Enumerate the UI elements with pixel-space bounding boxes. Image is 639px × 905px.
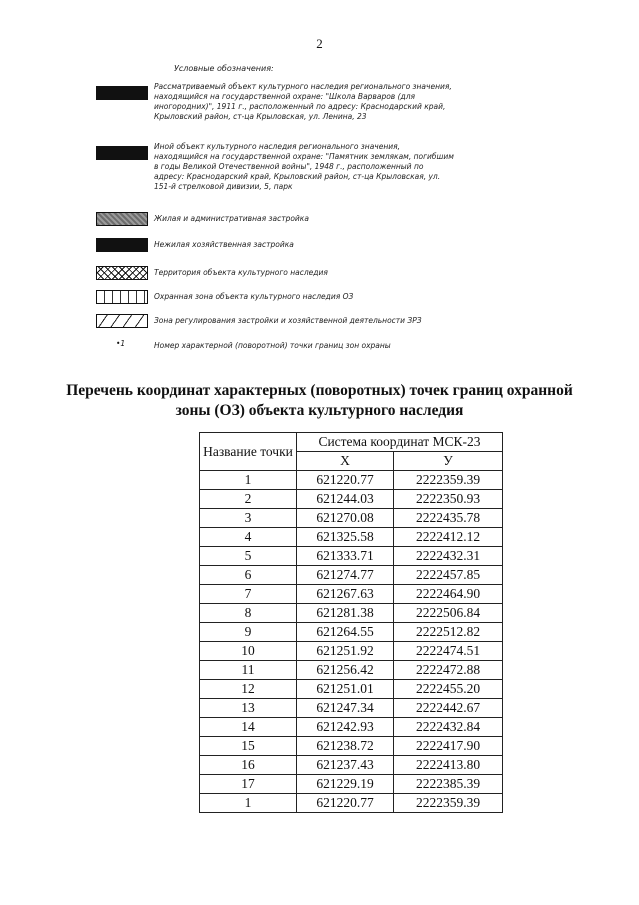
legend-swatch-diagonal-lines	[96, 314, 148, 328]
header-y: У	[394, 452, 503, 471]
table-row	[200, 509, 503, 528]
y-cell: 2222350.93	[394, 490, 503, 509]
legend-text: Нежилая хозяйственная застройка	[154, 240, 294, 249]
point-name-cell: 7	[200, 585, 297, 604]
y-cell: 2222417.90	[394, 737, 503, 756]
table-row	[200, 547, 503, 566]
x-cell: 621264.55	[297, 623, 394, 642]
table-row	[200, 471, 503, 490]
legend-swatch-black	[96, 146, 148, 160]
page-number: 2	[316, 36, 323, 51]
y-cell: 2222435.78	[394, 509, 503, 528]
point-name-cell: 4	[200, 528, 297, 547]
legend-text: Территория объекта культурного наследия	[154, 268, 328, 277]
coordinates-table	[199, 432, 503, 813]
point-name-cell: 2	[200, 490, 297, 509]
point-name-cell: 15	[200, 737, 297, 756]
table-row	[200, 699, 503, 718]
x-cell: 621270.08	[297, 509, 394, 528]
point-name-cell: 11	[200, 661, 297, 680]
y-cell: 2222506.84	[394, 604, 503, 623]
point-name-cell: 10	[200, 642, 297, 661]
header-x: X	[297, 452, 394, 471]
legend-text: Охранная зона объекта культурного наследия ОЗ	[154, 292, 354, 301]
x-cell: 621237.43	[297, 756, 394, 775]
heading-line: зоны (ОЗ) объекта культурного наследия	[175, 402, 464, 419]
header-coordinate-system: Система координат МСК-23	[297, 433, 503, 452]
legend-swatch-black	[96, 238, 148, 252]
point-name-cell: 12	[200, 680, 297, 699]
point-name-cell: 8	[200, 604, 297, 623]
table-row	[200, 775, 503, 794]
x-cell: 621267.63	[297, 585, 394, 604]
table-row	[200, 490, 503, 509]
x-cell: 621229.19	[297, 775, 394, 794]
y-cell: 2222385.39	[394, 775, 503, 794]
y-cell: 2222464.90	[394, 585, 503, 604]
point-marker: •1	[116, 339, 126, 348]
y-cell: 2222432.31	[394, 547, 503, 566]
legend-title: Условные обозначения:	[174, 64, 274, 73]
table-row	[200, 642, 503, 661]
x-cell: 621244.03	[297, 490, 394, 509]
x-cell: 621251.92	[297, 642, 394, 661]
y-cell: 2222442.67	[394, 699, 503, 718]
table-body	[200, 471, 503, 813]
coordinates-heading	[0, 381, 639, 421]
x-cell: 621251.01	[297, 680, 394, 699]
point-name-cell: 9	[200, 623, 297, 642]
x-cell: 621325.58	[297, 528, 394, 547]
table-row	[200, 585, 503, 604]
y-cell: 2222412.12	[394, 528, 503, 547]
x-cell: 621247.34	[297, 699, 394, 718]
y-cell: 2222457.85	[394, 566, 503, 585]
x-cell: 621274.77	[297, 566, 394, 585]
table-row	[200, 718, 503, 737]
legend-text: Рассматриваемый объект культурного наследия регионального значения, находящийся на государственной охране: "Школа Варваров (для иногородних)", 1911 г., расположенный по адресу: Краснодарский край, Крыловский район, ст-ца Крыловская, ул. Ленина, 23	[154, 82, 452, 121]
legend-swatch-cross-hatch	[96, 266, 148, 280]
table-row	[200, 680, 503, 699]
legend-swatch-gray	[96, 212, 148, 226]
legend-swatch-black	[96, 86, 148, 100]
y-cell: 2222474.51	[394, 642, 503, 661]
x-cell: 621333.71	[297, 547, 394, 566]
legend-swatch-vertical-lines	[96, 290, 148, 304]
point-name-cell: 6	[200, 566, 297, 585]
y-cell: 2222455.20	[394, 680, 503, 699]
table-row	[200, 528, 503, 547]
header-point-name: Название точки	[200, 433, 297, 471]
x-cell: 621256.42	[297, 661, 394, 680]
point-name-cell: 1	[200, 794, 297, 813]
table-row	[200, 566, 503, 585]
y-cell: 2222359.39	[394, 471, 503, 490]
x-cell: 621238.72	[297, 737, 394, 756]
x-cell: 621281.38	[297, 604, 394, 623]
table-row	[200, 737, 503, 756]
table-row	[200, 661, 503, 680]
point-name-cell: 3	[200, 509, 297, 528]
legend-text: Номер характерной (поворотной) точки границ зон охраны	[154, 341, 391, 350]
table-row	[200, 756, 503, 775]
y-cell: 2222472.88	[394, 661, 503, 680]
x-cell: 621220.77	[297, 471, 394, 490]
y-cell: 2222432.84	[394, 718, 503, 737]
y-cell: 2222359.39	[394, 794, 503, 813]
table-row	[200, 623, 503, 642]
x-cell: 621242.93	[297, 718, 394, 737]
legend-text: Иной объект культурного наследия регионального значения, находящийся на государственной охране: "Памятник землякам, погибшим в годы Великой Отечественной войны", 1948 г., расположенный по адресу: Краснодарский край, Крыловский район, ст-ца Крыловская, ул. 151-й стрелковой дивизии, 5, парк	[154, 142, 454, 191]
point-name-cell: 17	[200, 775, 297, 794]
point-name-cell: 1	[200, 471, 297, 490]
point-name-cell: 5	[200, 547, 297, 566]
legend-text: Зона регулирования застройки и хозяйственной деятельности ЗРЗ	[154, 316, 422, 325]
table-row	[200, 604, 503, 623]
legend-text: Жилая и административная застройка	[154, 214, 309, 223]
x-cell: 621220.77	[297, 794, 394, 813]
y-cell: 2222512.82	[394, 623, 503, 642]
point-name-cell: 16	[200, 756, 297, 775]
y-cell: 2222413.80	[394, 756, 503, 775]
table-row	[200, 794, 503, 813]
point-name-cell: 14	[200, 718, 297, 737]
heading-line: Перечень координат характерных (поворотных) точек границ охранной	[66, 382, 573, 399]
point-name-cell: 13	[200, 699, 297, 718]
